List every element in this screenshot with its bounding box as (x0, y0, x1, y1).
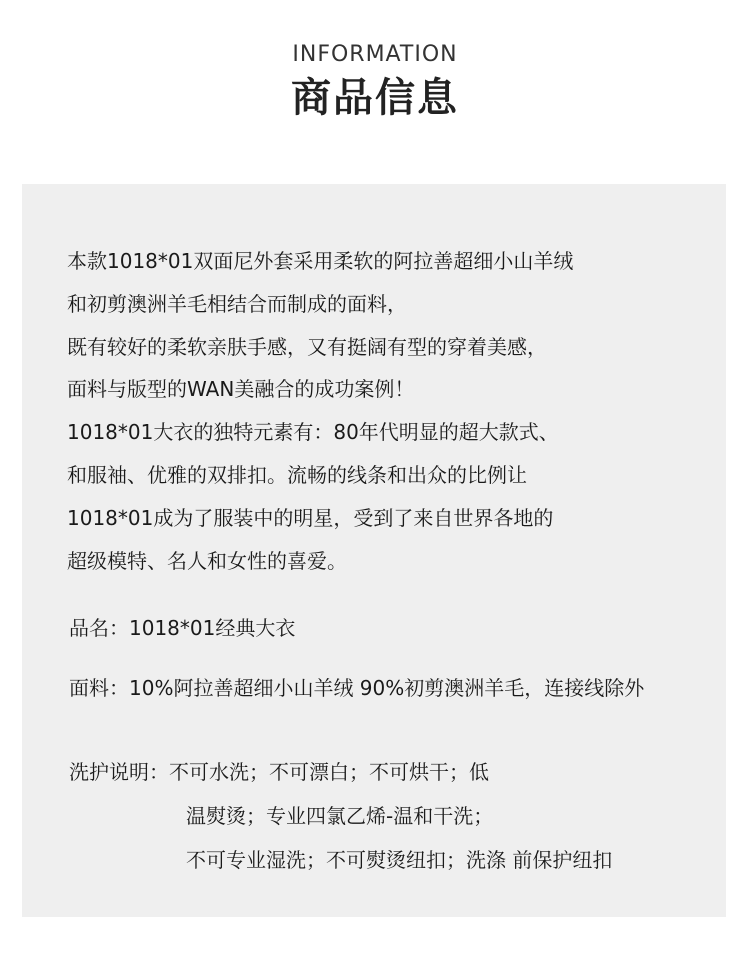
care-line: 不可专业湿洗；不可熨烫纽扣；洗涤 前保护纽扣 (186, 848, 613, 872)
description-line: 超级模特、名人和女性的喜爱。 (67, 548, 347, 573)
description-line: 面料与版型的WAN美融合的成功案例！ (67, 377, 415, 402)
care-line: 温熨烫；专业四氯乙烯-温和干洗； (186, 804, 494, 828)
page-header (0, 40, 750, 124)
header-title-cn: 商品信息 (291, 75, 459, 121)
product-name: 品名：1018*01经典大衣 (69, 616, 296, 640)
product-fabric: 面料：10%阿拉善超细小山羊绒 90%初剪澳洲羊毛，连接线除外 (69, 676, 645, 700)
description-line: 1018*01大衣的独特元素有：80年代明显的超大款式、 (67, 420, 559, 445)
product-description (67, 240, 707, 582)
description-line: 1018*01成为了服装中的明星，受到了来自世界各地的 (67, 505, 554, 530)
description-line: 既有较好的柔软亲肤手感，又有挺阔有型的穿着美感， (67, 334, 547, 359)
care-line: 洗护说明：不可水洗；不可漂白；不可烘干；低 (69, 760, 489, 784)
description-line: 本款1018*01双面尼外套采用柔软的阿拉善超细小山羊绒 (67, 249, 574, 273)
header-title-en: INFORMATION (292, 42, 458, 67)
description-line: 和初剪澳洲羊毛相结合而制成的面料， (67, 291, 407, 316)
care-instructions (69, 750, 719, 882)
description-line: 和服袖、优雅的双排扣。流畅的线条和出众的比例让 (67, 462, 527, 487)
